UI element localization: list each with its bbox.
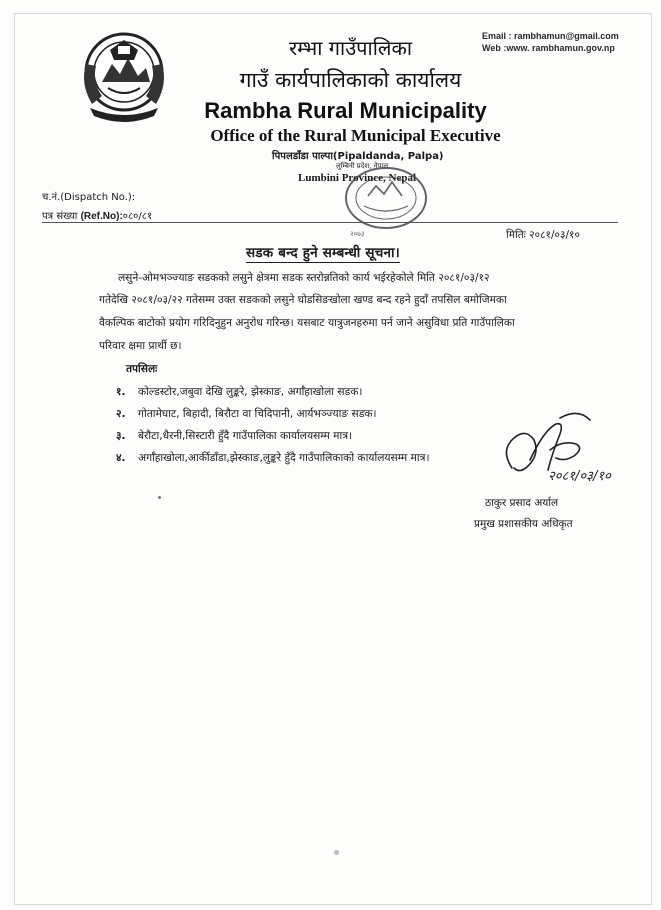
route-number: ४. xyxy=(116,452,126,464)
route-number: १. xyxy=(116,386,126,398)
signatory-name: ठाकुर प्रसाद अर्याल xyxy=(485,497,559,509)
details-heading: तपसिलः xyxy=(126,363,158,375)
handwritten-signature xyxy=(490,410,650,490)
signature-date: २०८१/०३/१० xyxy=(548,469,611,484)
header-divider xyxy=(42,222,618,223)
route-list-item xyxy=(116,385,362,399)
route-list-item xyxy=(116,429,352,443)
dispatch-number-label: च.नं.(Dispatch No.): xyxy=(42,192,136,203)
letter-date: मितिः २०८१/०३/१० xyxy=(506,229,580,241)
ref-label-english: (Ref.No): xyxy=(80,211,123,222)
route-list-item xyxy=(116,407,377,421)
paper-speck xyxy=(334,850,339,855)
route-text: बेरौटा,धैरनी,सिस्टारी हुँदै गाउँपालिका कार्यालयसम्म मात्र। xyxy=(138,430,353,442)
notice-body-line-4: परिवार क्षमा प्रार्थी छ। xyxy=(99,340,182,352)
municipality-name-english: Rambha Rural Municipality xyxy=(204,98,487,123)
notice-body-line-1: लसुने-ओमभञ्ज्याङ सडकको लसुने क्षेत्रमा सडक स्तरोन्नतिको कार्य भईरहेकोले मिति २०८१/०३/१२ xyxy=(118,272,490,284)
stamp-code-text: २०७३ xyxy=(350,230,365,238)
office-name-english: Office of the Rural Municipal Executive xyxy=(210,126,501,145)
notice-body-line-2: गतेदेखि २०८१/०३/२२ गतेसम्म उक्त सडकको लसुने घोडसिङखोला खण्ड बन्द रहने हुदाँ तपसिल बमोजिमका xyxy=(99,294,507,306)
route-number: ३. xyxy=(116,430,126,442)
ref-label-nepali: पत्र संख्या xyxy=(42,211,81,222)
municipality-name-nepali: रम्भा गाउँपालिका xyxy=(289,36,412,60)
ref-value: ०८०/८१ xyxy=(122,211,153,222)
reference-number xyxy=(42,208,152,222)
office-name-nepali: गाउँ कार्यपालिकाको कार्यालय xyxy=(239,68,462,92)
route-text: गोतामेघाट, बिहादी, बिरौटा वा चिदिपानी, आर्यभञ्ज्याङ सडक। xyxy=(138,408,377,420)
signatory-title: प्रमुख प्रशासकीय अधिकृत xyxy=(474,518,573,530)
contact-website: Web :www. rambhamun.gov.np xyxy=(482,43,615,53)
official-stamp-seal xyxy=(338,162,430,242)
address-line-1: पिपलडाँडा पाल्पा(Pipaldanda, Palpa) xyxy=(272,151,444,162)
paper-speck xyxy=(158,496,161,499)
contact-email: Email : rambhamun@gmail.com xyxy=(482,31,619,41)
route-text: कोल्डस्टोर,जबुवा देखि लुङ्करे, झेस्काङ, अर्गाँहाखोला सडक। xyxy=(138,386,363,398)
notice-body-line-3: वैकल्पिक बाटोको प्रयोग गरिदिनुहुन अनुरोध गरिन्छ। यसबाट यात्रुजनहरुमा पर्न जाने असुविधा प्रति गाउँपालिका xyxy=(99,317,515,329)
address-line-3: Lumbini Province, Nepal xyxy=(298,172,417,184)
address-line-2: लुम्बिनी प्रदेश, नेपाल xyxy=(336,162,389,170)
notice-subject: सडक बन्द हुने सम्बन्धी सूचना। xyxy=(246,245,400,261)
route-text: अर्गाँहाखोला,आर्कीडाँडा,झेस्काङ,लुङ्करे हुँदै गाउँपालिकाको कार्यालयसम्म मात्र। xyxy=(138,452,430,464)
route-number: २. xyxy=(116,408,126,420)
route-list-item xyxy=(116,451,430,465)
